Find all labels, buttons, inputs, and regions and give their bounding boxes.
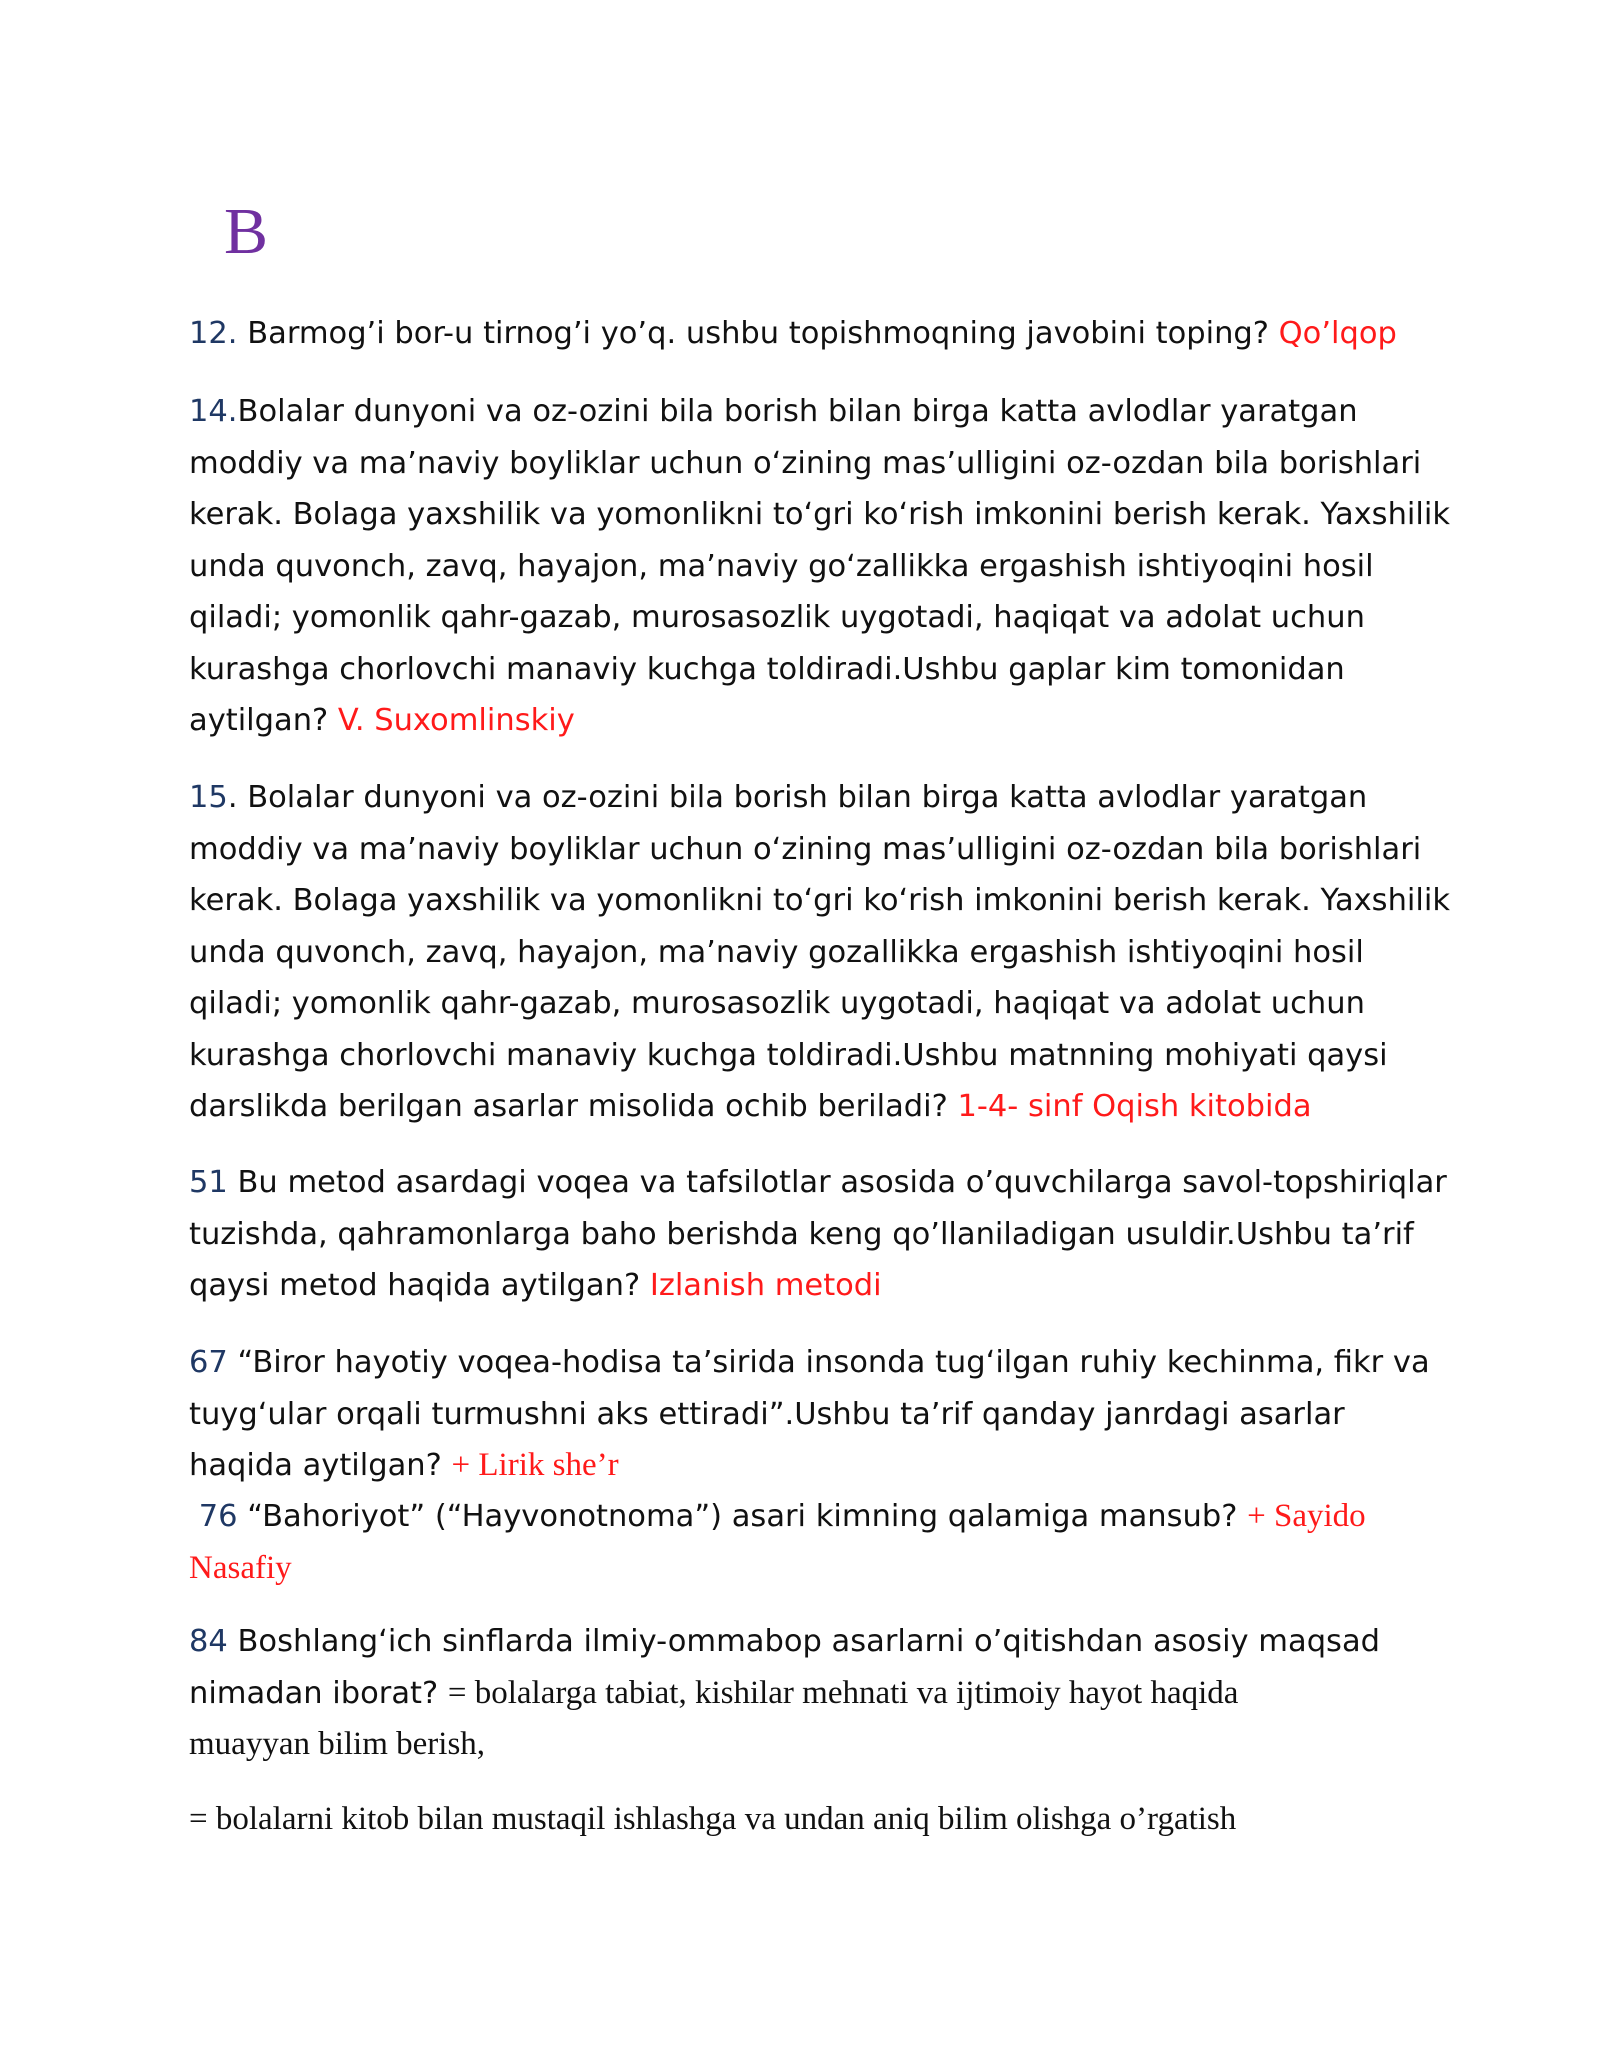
question-51	[189, 1157, 1447, 1312]
question-number: 84	[189, 1624, 228, 1659]
question-line: kurashga chorlovchi manaviy kuchga toldiradi.Ushbu matnning mohiyati qaysi	[189, 1037, 1388, 1073]
question-line: kurashga chorlovchi manaviy kuchga toldiradi.Ushbu gaplar kim tomonidan	[189, 651, 1345, 687]
question-76	[189, 1491, 1429, 1594]
question-number: 14.	[189, 394, 238, 429]
question-text: Barmog’i bor-u tirnog’i yo’q. ushbu topishmoqning javobini toping?	[237, 316, 1279, 351]
answer-text: 1-4- sinf Oqish kitobida	[957, 1089, 1312, 1124]
question-line: aytilgan?	[189, 703, 338, 738]
question-line: darslikda berilgan asarlar misolida ochib beriladi?	[189, 1089, 958, 1124]
question-line: Boshlang‘ich sinflarda ilmiy-ommabop asarlarni o’qitishdan asosiy maqsad	[227, 1624, 1380, 1659]
question-line: Bu metod asardagi voqea va tafsilotlar asosida o’quvchilarga savol-topshiriqlar	[227, 1165, 1447, 1200]
answer-text: V. Suxomlinskiy	[337, 703, 575, 738]
answer-text: + Lirik she’r	[451, 1447, 619, 1483]
question-line: tuyg‘ular orqali turmushni aks ettiradi”.Ushbu ta’rif qanday janrdagi asarlar	[189, 1396, 1345, 1432]
answer-text: = bolalarni kitob bilan mustaqil ishlashga va undan aniq bilim olishga o’rgatish	[189, 1801, 1237, 1837]
answer-text: + Sayido	[1247, 1498, 1366, 1534]
question-15	[189, 772, 1450, 1133]
question-number: 15	[189, 780, 228, 815]
question-text: “Bahoriyot” (“Hayvonotnoma”) asari kimning qalamiga mansub?	[237, 1499, 1248, 1534]
question-line: nimadan iborat?	[189, 1675, 448, 1711]
question-line: qiladi; yomonlik qahr-gazab, murosasozlik uygotadi, haqiqat va adolat uchun	[189, 600, 1365, 635]
question-line: unda quvonch, zavq, hayajon, ma’naviy go‘zallikka ergashish ishtiyoqini hosil	[189, 548, 1374, 584]
question-line: moddiy va ma’naviy boyliklar uchun o‘zining mas’ulligini oz-ozdan bila borishlari	[189, 445, 1422, 481]
question-number: 67	[189, 1345, 228, 1380]
section-letter: B	[224, 195, 269, 268]
answer-option	[189, 1794, 1429, 1846]
question-line: moddiy va ma’naviy boyliklar uchun o‘zining mas’ulligini oz-ozdan bila borishlari	[189, 831, 1422, 867]
question-line: Bolalar dunyoni va oz-ozini bila borish bilan birga katta avlodlar yaratgan	[237, 394, 1358, 429]
answer-text: = bolalarga tabiat, kishilar mehnati va ijtimoiy hayot haqida	[447, 1674, 1239, 1711]
answer-text: Izlanish metodi	[649, 1268, 882, 1303]
answer-text: muayyan bilim berish,	[189, 1726, 486, 1762]
question-line: . Bolalar dunyoni va oz-ozini bila borish bilan birga katta avlodlar yaratgan	[227, 780, 1368, 815]
question-line: haqida aytilgan?	[189, 1448, 452, 1483]
question-line: qiladi; yomonlik qahr-gazab, murosasozlik uygotadi, haqiqat va adolat uchun	[189, 986, 1365, 1021]
answer-text: Nasafiy	[189, 1549, 292, 1586]
question-12	[189, 308, 1429, 360]
question-line: qaysi metod haqida aytilgan?	[189, 1268, 650, 1303]
question-line: kerak. Bolaga yaxshilik va yomonlikni to‘gri ko‘rish imkonini berish kerak. Yaxshilik	[189, 883, 1450, 918]
question-14	[189, 386, 1450, 747]
question-line: tuzishda, qahramonlarga baho berishda keng qo’llaniladigan usuldir.Ushbu ta’rif	[189, 1216, 1414, 1252]
question-number: 51	[189, 1165, 228, 1200]
question-number: 76	[198, 1499, 238, 1534]
question-line: kerak. Bolaga yaxshilik va yomonlikni to‘gri ko‘rish imkonini berish kerak. Yaxshilik	[189, 497, 1450, 532]
question-67	[189, 1337, 1429, 1492]
question-line: unda quvonch, zavq, hayajon, ma’naviy gozallikka ergashish ishtiyoqini hosil	[189, 934, 1364, 970]
answer-text: Qo’lqop	[1278, 316, 1397, 351]
question-84	[189, 1616, 1429, 1771]
question-number: 12.	[189, 316, 238, 351]
question-line: “Biror hayotiy voqea-hodisa ta’sirida insonda tug‘ilgan ruhiy kechinma, fikr va	[227, 1345, 1430, 1380]
